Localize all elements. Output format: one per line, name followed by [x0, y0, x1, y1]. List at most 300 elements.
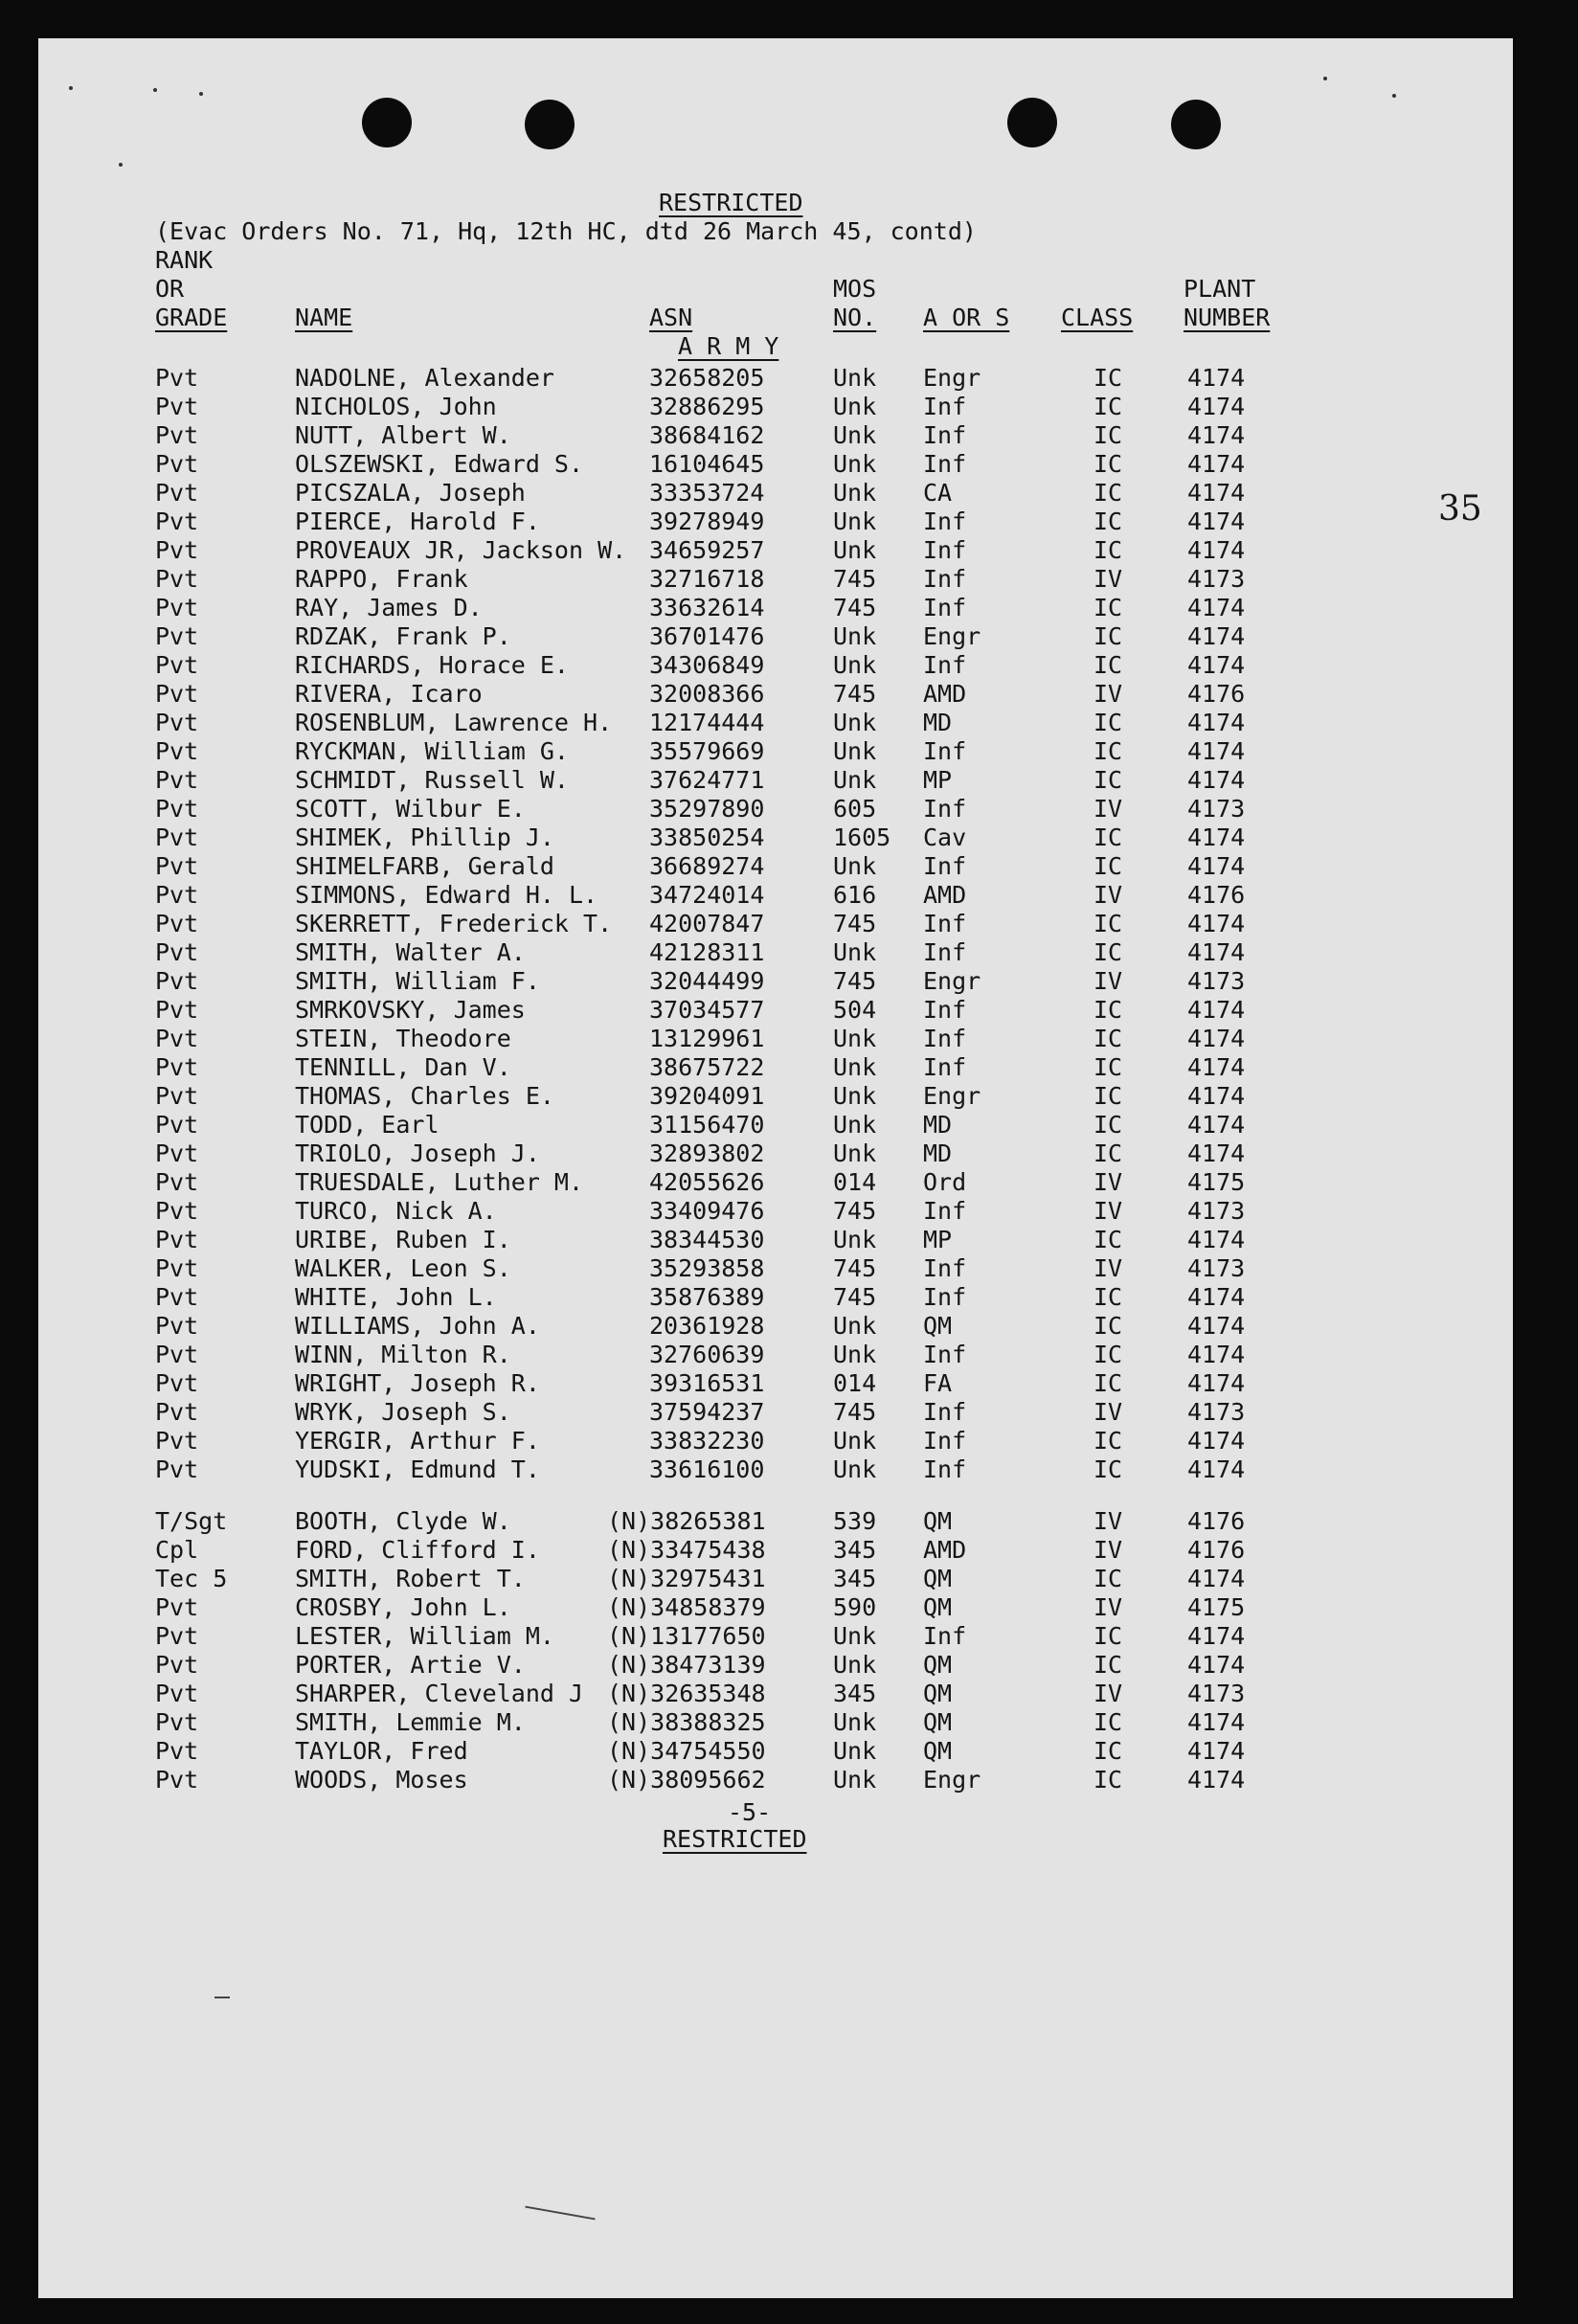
plant-number-cell: 4173 — [1187, 1254, 1246, 1282]
speck-mark — [1323, 77, 1327, 80]
plant-number-cell: 4174 — [1187, 766, 1246, 794]
rank-cell: Pvt — [155, 766, 199, 794]
arm-service-cell: MD — [923, 709, 953, 736]
rank-cell: Pvt — [155, 1622, 199, 1650]
table-row — [0, 1737, 1578, 1766]
name-cell: THOMAS, Charles E. — [295, 1082, 554, 1110]
rank-cell: Pvt — [155, 1053, 199, 1081]
mos-cell: Unk — [833, 1082, 877, 1110]
asn-cell: 42055626 — [649, 1168, 765, 1196]
arm-service-cell: Inf — [923, 421, 967, 449]
name-cell: SMITH, William F. — [295, 967, 540, 995]
asn-cell: (N)32635348 — [607, 1680, 766, 1707]
asn-cell: (N)38265381 — [607, 1507, 766, 1535]
arm-service-cell: Inf — [923, 1622, 967, 1650]
table-row — [0, 1622, 1578, 1651]
mos-cell: 504 — [833, 996, 877, 1024]
page-number: -5- — [728, 1798, 772, 1826]
rank-cell: Pvt — [155, 1283, 199, 1311]
asn-cell: 42007847 — [649, 910, 765, 937]
name-cell: SMITH, Robert T. — [295, 1565, 526, 1592]
mos-cell: Unk — [833, 421, 877, 449]
header-class: CLASS — [1061, 304, 1134, 331]
rank-cell: Pvt — [155, 1197, 199, 1225]
asn-cell: (N)38388325 — [607, 1708, 766, 1736]
mos-cell: 745 — [833, 565, 877, 593]
arm-service-cell: MD — [923, 1111, 953, 1139]
asn-cell: 16104645 — [649, 450, 765, 478]
mos-cell: Unk — [833, 1766, 877, 1794]
rank-cell: Pvt — [155, 622, 199, 650]
table-row — [0, 1053, 1578, 1082]
rank-cell: Pvt — [155, 709, 199, 736]
mos-cell: 616 — [833, 881, 877, 909]
asn-cell: 34306849 — [649, 651, 765, 679]
asn-cell: 42128311 — [649, 938, 765, 966]
header-rank: RANK — [155, 246, 214, 274]
plant-number-cell: 4173 — [1187, 565, 1246, 593]
rank-cell: T/Sgt — [155, 1507, 228, 1535]
plant-number-cell: 4175 — [1187, 1168, 1246, 1196]
asn-cell: 32008366 — [649, 680, 765, 708]
plant-number-cell: 4174 — [1187, 1082, 1246, 1110]
name-cell: TENNILL, Dan V. — [295, 1053, 511, 1081]
name-cell: RAPPO, Frank — [295, 565, 468, 593]
arm-service-cell: Inf — [923, 938, 967, 966]
plant-number-cell: 4174 — [1187, 1341, 1246, 1368]
name-cell: YERGIR, Arthur F. — [295, 1427, 540, 1455]
arm-service-cell: AMD — [923, 881, 967, 909]
asn-cell: 35876389 — [649, 1283, 765, 1311]
name-cell: WRYK, Joseph S. — [295, 1398, 511, 1426]
class-cell: IC — [1093, 1025, 1123, 1052]
class-cell: IC — [1093, 852, 1123, 880]
name-cell: TRUESDALE, Luther M. — [295, 1168, 584, 1196]
class-cell: IC — [1093, 910, 1123, 937]
table-row — [0, 1082, 1578, 1111]
asn-cell: 33616100 — [649, 1455, 765, 1483]
header-plant-number: NUMBER — [1184, 304, 1271, 331]
table-row — [0, 536, 1578, 565]
name-cell: SCOTT, Wilbur E. — [295, 795, 526, 823]
rank-cell: Pvt — [155, 1680, 199, 1707]
table-row — [0, 651, 1578, 680]
table-row — [0, 1455, 1578, 1484]
mos-cell: Unk — [833, 1139, 877, 1167]
table-row — [0, 364, 1578, 393]
table-row — [0, 1593, 1578, 1622]
section-army-label: A R M Y — [678, 332, 779, 360]
arm-service-cell: Inf — [923, 1455, 967, 1483]
speck-mark — [69, 86, 73, 90]
rank-cell: Pvt — [155, 881, 199, 909]
plant-number-cell: 4174 — [1187, 1622, 1246, 1650]
plant-number-cell: 4174 — [1187, 536, 1246, 564]
rank-cell: Pvt — [155, 795, 199, 823]
mos-cell: Unk — [833, 1341, 877, 1368]
table-row — [0, 1197, 1578, 1226]
rank-cell: Pvt — [155, 1593, 199, 1621]
rank-cell: Pvt — [155, 1341, 199, 1368]
class-cell: IC — [1093, 1139, 1123, 1167]
mos-cell: Unk — [833, 651, 877, 679]
name-cell: WINN, Milton R. — [295, 1341, 511, 1368]
mos-cell: Unk — [833, 1622, 877, 1650]
asn-cell: 36689274 — [649, 852, 765, 880]
arm-service-cell: AMD — [923, 680, 967, 708]
table-row — [0, 1565, 1578, 1593]
table-row — [0, 910, 1578, 938]
plant-number-cell: 4174 — [1187, 1565, 1246, 1592]
table-row — [0, 1507, 1578, 1536]
table-row — [0, 508, 1578, 536]
table-row — [0, 967, 1578, 996]
class-cell: IV — [1093, 967, 1123, 995]
arm-service-cell: Inf — [923, 852, 967, 880]
asn-cell: 32893802 — [649, 1139, 765, 1167]
arm-service-cell: Inf — [923, 565, 967, 593]
class-cell: IC — [1093, 364, 1123, 392]
mos-cell: Unk — [833, 1708, 877, 1736]
class-cell: IV — [1093, 795, 1123, 823]
class-cell: IV — [1093, 1680, 1123, 1707]
name-cell: WOODS, Moses — [295, 1766, 468, 1794]
arm-service-cell: Inf — [923, 450, 967, 478]
table-row — [0, 737, 1578, 766]
arm-service-cell: Engr — [923, 967, 981, 995]
mos-cell: Unk — [833, 536, 877, 564]
plant-number-cell: 4174 — [1187, 651, 1246, 679]
mos-cell: 345 — [833, 1536, 877, 1564]
table-row — [0, 1139, 1578, 1168]
asn-cell: 37034577 — [649, 996, 765, 1024]
class-cell: IC — [1093, 1565, 1123, 1592]
arm-service-cell: Inf — [923, 1341, 967, 1368]
table-row — [0, 1398, 1578, 1427]
table-row — [0, 421, 1578, 450]
table-row — [0, 479, 1578, 508]
name-cell: NUTT, Albert W. — [295, 421, 511, 449]
mos-cell: Unk — [833, 1455, 877, 1483]
table-row — [0, 450, 1578, 479]
name-cell: SHIMEK, Phillip J. — [295, 824, 554, 851]
rank-cell: Pvt — [155, 1398, 199, 1426]
asn-cell: 32044499 — [649, 967, 765, 995]
mos-cell: 745 — [833, 1283, 877, 1311]
mos-cell: Unk — [833, 709, 877, 736]
rank-cell: Pvt — [155, 479, 199, 507]
class-cell: IC — [1093, 1082, 1123, 1110]
plant-number-cell: 4174 — [1187, 910, 1246, 937]
class-cell: IV — [1093, 1398, 1123, 1426]
name-cell: URIBE, Ruben I. — [295, 1226, 511, 1253]
plant-number-cell: 4174 — [1187, 1427, 1246, 1455]
plant-number-cell: 4174 — [1187, 709, 1246, 736]
header-asn: ASN — [649, 304, 693, 331]
table-row — [0, 1536, 1578, 1565]
asn-cell: 37624771 — [649, 766, 765, 794]
arm-service-cell: Inf — [923, 594, 967, 621]
arm-service-cell: Ord — [923, 1168, 967, 1196]
class-cell: IC — [1093, 709, 1123, 736]
rank-cell: Tec 5 — [155, 1565, 228, 1592]
rank-cell: Pvt — [155, 536, 199, 564]
table-row — [0, 1025, 1578, 1053]
arm-service-cell: Inf — [923, 1254, 967, 1282]
asn-cell: (N)32975431 — [607, 1565, 766, 1592]
plant-number-cell: 4174 — [1187, 594, 1246, 621]
table-row — [0, 852, 1578, 881]
class-cell: IC — [1093, 996, 1123, 1024]
name-cell: RYCKMAN, William G. — [295, 737, 569, 765]
plant-number-cell: 4176 — [1187, 1536, 1246, 1564]
mos-cell: Unk — [833, 1651, 877, 1679]
asn-cell: 33632614 — [649, 594, 765, 621]
name-cell: SHARPER, Cleveland J — [295, 1680, 584, 1707]
asn-cell: (N)34858379 — [607, 1593, 766, 1621]
mos-cell: 745 — [833, 1254, 877, 1282]
asn-cell: 38675722 — [649, 1053, 765, 1081]
rank-cell: Pvt — [155, 1455, 199, 1483]
class-cell: IV — [1093, 565, 1123, 593]
arm-service-cell: MD — [923, 1139, 953, 1167]
mos-cell: Unk — [833, 737, 877, 765]
class-cell: IC — [1093, 1226, 1123, 1253]
plant-number-cell: 4174 — [1187, 393, 1246, 420]
plant-number-cell: 4174 — [1187, 1111, 1246, 1139]
name-cell: LESTER, William M. — [295, 1622, 554, 1650]
table-row — [0, 1312, 1578, 1341]
asn-cell: 36701476 — [649, 622, 765, 650]
mos-cell: 745 — [833, 680, 877, 708]
name-cell: YUDSKI, Edmund T. — [295, 1455, 540, 1483]
asn-cell: 35293858 — [649, 1254, 765, 1282]
table-row — [0, 594, 1578, 622]
table-row — [0, 1766, 1578, 1794]
class-cell: IC — [1093, 508, 1123, 535]
mos-cell: Unk — [833, 766, 877, 794]
name-cell: PROVEAUX JR, Jackson W. — [295, 536, 627, 564]
arm-service-cell: Cav — [923, 824, 967, 851]
class-cell: IC — [1093, 1651, 1123, 1679]
asn-cell: 37594237 — [649, 1398, 765, 1426]
plant-number-cell: 4174 — [1187, 1708, 1246, 1736]
asn-cell: 33832230 — [649, 1427, 765, 1455]
rank-cell: Pvt — [155, 1708, 199, 1736]
speck-mark — [199, 92, 203, 96]
table-row — [0, 680, 1578, 709]
asn-cell: 32716718 — [649, 565, 765, 593]
arm-service-cell: Inf — [923, 1283, 967, 1311]
class-cell: IV — [1093, 881, 1123, 909]
mos-cell: Unk — [833, 364, 877, 392]
plant-number-cell: 4174 — [1187, 479, 1246, 507]
table-row — [0, 795, 1578, 824]
name-cell: CROSBY, John L. — [295, 1593, 511, 1621]
table-row — [0, 565, 1578, 594]
table-row — [0, 1708, 1578, 1737]
mos-cell: 539 — [833, 1507, 877, 1535]
table-row — [0, 824, 1578, 852]
name-cell: RIVERA, Icaro — [295, 680, 483, 708]
class-cell: IC — [1093, 1312, 1123, 1340]
plant-number-cell: 4175 — [1187, 1593, 1246, 1621]
mos-cell: 745 — [833, 1398, 877, 1426]
name-cell: TAYLOR, Fred — [295, 1737, 468, 1765]
rank-cell: Pvt — [155, 1369, 199, 1397]
mos-cell: Unk — [833, 1226, 877, 1253]
asn-cell: 33409476 — [649, 1197, 765, 1225]
table-row — [0, 393, 1578, 421]
arm-service-cell: Inf — [923, 1398, 967, 1426]
class-cell: IC — [1093, 479, 1123, 507]
plant-number-cell: 4174 — [1187, 1455, 1246, 1483]
rank-cell: Pvt — [155, 594, 199, 621]
arm-service-cell: Inf — [923, 737, 967, 765]
mos-cell: Unk — [833, 1053, 877, 1081]
table-row — [0, 622, 1578, 651]
name-cell: SMITH, Lemmie M. — [295, 1708, 526, 1736]
arm-service-cell: Inf — [923, 508, 967, 535]
arm-service-cell: Inf — [923, 910, 967, 937]
asn-cell: 34659257 — [649, 536, 765, 564]
plant-number-cell: 4174 — [1187, 737, 1246, 765]
rank-cell: Pvt — [155, 1139, 199, 1167]
plant-number-cell: 4174 — [1187, 450, 1246, 478]
header-or: OR — [155, 275, 185, 303]
arm-service-cell: QM — [923, 1593, 953, 1621]
class-cell: IC — [1093, 1427, 1123, 1455]
asn-cell: 38684162 — [649, 421, 765, 449]
class-cell: IC — [1093, 421, 1123, 449]
punch-hole — [362, 98, 412, 147]
class-cell: IC — [1093, 1111, 1123, 1139]
arm-service-cell: MP — [923, 1226, 953, 1253]
plant-number-cell: 4173 — [1187, 795, 1246, 823]
rank-cell: Pvt — [155, 1427, 199, 1455]
plant-number-cell: 4173 — [1187, 1398, 1246, 1426]
arm-service-cell: AMD — [923, 1536, 967, 1564]
name-cell: STEIN, Theodore — [295, 1025, 511, 1052]
rank-cell: Pvt — [155, 1312, 199, 1340]
arm-service-cell: Inf — [923, 651, 967, 679]
table-row — [0, 1369, 1578, 1398]
plant-number-cell: 4174 — [1187, 1651, 1246, 1679]
rank-cell: Pvt — [155, 1082, 199, 1110]
name-cell: PORTER, Artie V. — [295, 1651, 526, 1679]
mos-cell: Unk — [833, 1737, 877, 1765]
asn-cell: 35297890 — [649, 795, 765, 823]
plant-number-cell: 4174 — [1187, 1226, 1246, 1253]
plant-number-cell: 4174 — [1187, 1766, 1246, 1794]
rank-cell: Pvt — [155, 996, 199, 1024]
class-cell: IC — [1093, 1369, 1123, 1397]
rank-cell: Pvt — [155, 450, 199, 478]
mos-cell: 745 — [833, 910, 877, 937]
plant-number-cell: 4174 — [1187, 1139, 1246, 1167]
asn-cell: 35579669 — [649, 737, 765, 765]
header-arm-service: A OR S — [923, 304, 1010, 331]
name-cell: NADOLNE, Alexander — [295, 364, 554, 392]
table-row — [0, 996, 1578, 1025]
class-cell: IC — [1093, 1708, 1123, 1736]
asn-cell: 39278949 — [649, 508, 765, 535]
arm-service-cell: MP — [923, 766, 953, 794]
plant-number-cell: 4174 — [1187, 996, 1246, 1024]
class-cell: IV — [1093, 1507, 1123, 1535]
table-row — [0, 1341, 1578, 1369]
plant-number-cell: 4174 — [1187, 1369, 1246, 1397]
rank-cell: Pvt — [155, 967, 199, 995]
arm-service-cell: Inf — [923, 795, 967, 823]
asn-cell: 32658205 — [649, 364, 765, 392]
plant-number-cell: 4176 — [1187, 881, 1246, 909]
plant-number-cell: 4174 — [1187, 1053, 1246, 1081]
arm-service-cell: CA — [923, 479, 953, 507]
name-cell: RICHARDS, Horace E. — [295, 651, 569, 679]
class-cell: IV — [1093, 1168, 1123, 1196]
asn-cell: (N)13177650 — [607, 1622, 766, 1650]
arm-service-cell: Inf — [923, 1025, 967, 1052]
class-cell: IC — [1093, 536, 1123, 564]
plant-number-cell: 4174 — [1187, 1737, 1246, 1765]
rank-cell: Pvt — [155, 508, 199, 535]
asn-cell: 31156470 — [649, 1111, 765, 1139]
mos-cell: Unk — [833, 622, 877, 650]
table-row — [0, 1651, 1578, 1680]
rank-cell: Cpl — [155, 1536, 199, 1564]
class-cell: IV — [1093, 1197, 1123, 1225]
name-cell: SKERRETT, Frederick T. — [295, 910, 613, 937]
name-cell: FORD, Clifford I. — [295, 1536, 540, 1564]
asn-cell: (N)33475438 — [607, 1536, 766, 1564]
rank-cell: Pvt — [155, 1254, 199, 1282]
class-cell: IC — [1093, 594, 1123, 621]
asn-cell: 12174444 — [649, 709, 765, 736]
table-row — [0, 938, 1578, 967]
arm-service-cell: Inf — [923, 393, 967, 420]
plant-number-cell: 4174 — [1187, 824, 1246, 851]
mos-cell: 345 — [833, 1565, 877, 1592]
arm-service-cell: Engr — [923, 1082, 981, 1110]
mos-cell: 014 — [833, 1369, 877, 1397]
rank-cell: Pvt — [155, 737, 199, 765]
header-mos: MOS — [833, 275, 877, 303]
asn-cell: 32760639 — [649, 1341, 765, 1368]
plant-number-cell: 4176 — [1187, 1507, 1246, 1535]
arm-service-cell: QM — [923, 1565, 953, 1592]
plant-number-cell: 4174 — [1187, 622, 1246, 650]
asn-cell: 39204091 — [649, 1082, 765, 1110]
class-cell: IC — [1093, 1455, 1123, 1483]
mos-cell: Unk — [833, 1312, 877, 1340]
class-cell: IC — [1093, 1283, 1123, 1311]
plant-number-cell: 4174 — [1187, 1025, 1246, 1052]
table-row — [0, 1680, 1578, 1708]
name-cell: PICSZALA, Joseph — [295, 479, 526, 507]
class-cell: IC — [1093, 393, 1123, 420]
punch-hole — [1171, 100, 1221, 149]
class-cell: IC — [1093, 824, 1123, 851]
asn-cell: 33353724 — [649, 479, 765, 507]
table-row — [0, 1427, 1578, 1455]
rank-cell: Pvt — [155, 1737, 199, 1765]
arm-service-cell: Inf — [923, 1197, 967, 1225]
mos-cell: 605 — [833, 795, 877, 823]
header-grade: GRADE — [155, 304, 228, 331]
mos-cell: 745 — [833, 594, 877, 621]
punch-hole — [525, 100, 575, 149]
